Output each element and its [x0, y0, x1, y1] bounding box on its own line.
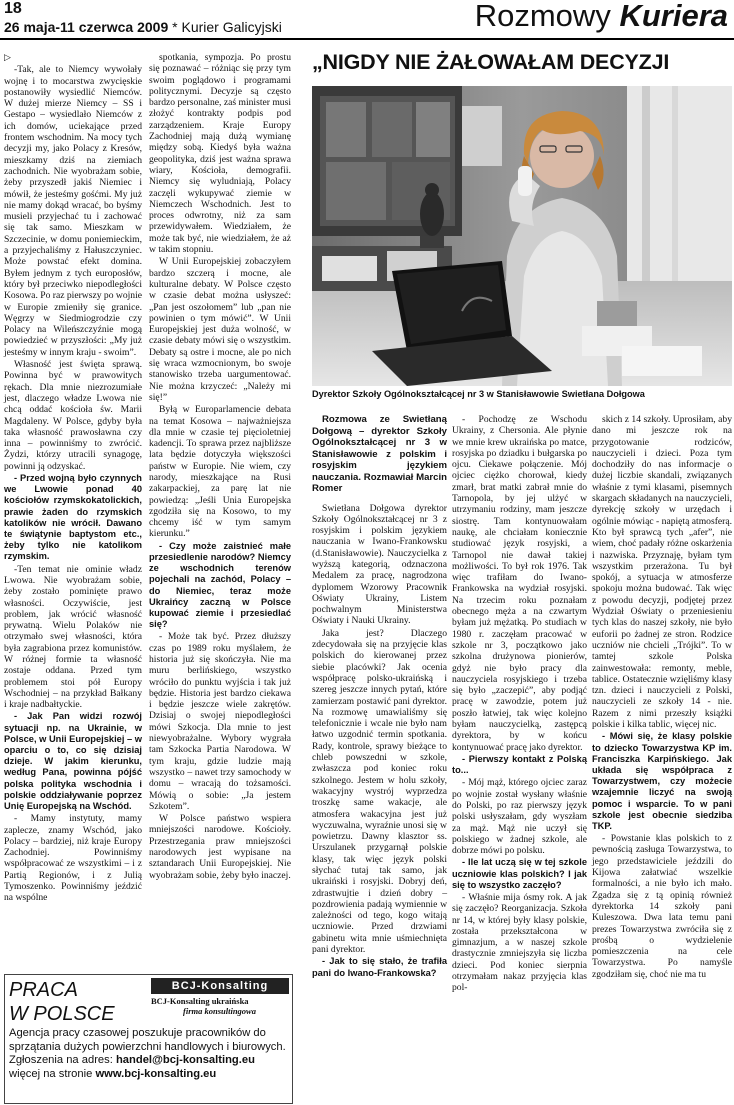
- publication-name: Kurier Galicyjski: [181, 19, 282, 35]
- issue-date: 26 maja-11 czerwca 2009: [4, 19, 169, 35]
- interview-question: - Mówi się, że klasy polskie to dziecko Towarzystwa KP im. Franciszka Karpińskiego. Jak układa się współpraca z Towarzystwem, czy możecie wzajemnie liczyć na swoją pomoc i wsparcie. To w pani szkole jest obecnie siedziba TKP.: [592, 731, 732, 831]
- article-column-4: [452, 414, 587, 1104]
- interview-question: - Przed wojną było czynnych we Lwowie ponad 40 kościołów rzymskokatolickich, prawie żaden do rzymskich katolików nie wrócił. Dawano te świątynie baptystom etc., żeby tylko nie katolikom rzymskim.: [4, 472, 142, 562]
- ad-body: [9, 1027, 289, 1081]
- article-paragraph: - Mój mąż, którego ojciec zaraz po wojnie został wysłany właśnie do Polski, po raz pierwszy język polski usłyszałam, gdy wyszłam za mąż. Mąż nie uczył się polskiego w żadnej szkole, ale dobrze mówi po polsku.: [452, 777, 587, 857]
- article-column-1: [4, 52, 142, 1092]
- article-paragraph: - Pochodzę ze Wschodu Ukrainy, z Chersonia. Ale płynie we mnie krew ukraińska po matce, rosyjska po dziadku i bułgarska po ojcu. Ciekawe połączenie. Mój ojciec ciężko chorował, kiedy zmarł, brat matki zabrał mnie do Tarnopola, by jej ulżyć w utrzymaniu rodziny, mam jeszcze siostrę. Tam kontynuowałam naukę, ale chciałam koniecznie studiować język rosyjski, a Tarnopol nie dawał takiej możliwości. To był rok 1976. Tak więc trafiłam do Iwano-Frankowska na wydział rosyjski. Na trzecim roku poznałam obecnego męża a na czwartym byłam już mężatką. Po studiach w 1980 r. zaczęłam pracować w szkole nr 3, początkowo jako szkolna drużynowa pionierów, gdyż nie było pracy dla nauczyciela rosyjskiego i trzeba się było „zaczepić”, aby podjąć pracę w zawodzie, potem już poszło łatwiej, tak więc kolejno byłam nauczycielką, zastępcą dyrektora, by w końcu kontynuować pracę jako dyrektor.: [452, 414, 587, 753]
- ad-web-label: więcej na stronie: [9, 1067, 93, 1080]
- ad-contact-label: Zgłoszenia na adres:: [9, 1054, 113, 1066]
- col4-content: [452, 414, 587, 994]
- issue-separator: *: [172, 19, 178, 35]
- ad-title: [9, 978, 115, 1026]
- ad-company-logo: BCJ-Konsalting: [151, 978, 289, 994]
- article-paragraph: Byłą w Europarlamencie debata na temat Kosowa – najważniejsza dla mnie w czasie tej pięcioletniej kadencji. To sprawa przez najbliższe lata będzie dotyczyła większości państw w Europie. Nie wiem, czy narody, mieszkające na Rusi zakarpackiej, za parę lat nie powiedzą: „Jeśli Unia Europejska zgodziła się na Kosowo, to my chcemy iść w tym samym kierunku.”: [149, 404, 291, 540]
- job-advertisement: [4, 974, 293, 1104]
- col5-content: [592, 414, 732, 980]
- ad-title-line-1: PRACA: [9, 979, 78, 1001]
- article-paragraph: W Polsce państwo wspiera mniejszości narodowe. Kościoły. Przestrzegania praw mniejszości narodowych jest wypisane na sztandarach Unii Europejskiej. Nie wyobrażam sobie, żeby było inaczej.: [149, 813, 291, 881]
- article-paragraph: - Właśnie mija ósmy rok. A jak się zaczęło? Reorganizacja. Szkoła nr 14, w której były klasy polskie, została przekształcona w gimnazjum, a w naszej szkole drastycznie zmniejszyła się liczba dzieci. Pod koniec sierpnia otrzymałam nakaz przyjęcia klas pol-: [452, 892, 587, 994]
- page-header: [4, 0, 732, 36]
- photo-caption: Dyrektor Szkoły Ogólnokształcącej nr 3 w Stanisławowie Swietłana Dołgowa: [312, 389, 645, 399]
- article-paragraph: - Może tak być. Przez dłuższy czas po 1989 roku myślałem, że historia już się skończyła. Nie ma muru berlińskiego, wszystko wróciło do punktu wyjścia i tak już będzie. Historia jest bardzo ciekawa i będzie jeszcze wiele zakrętów. Dzisiaj o swojej niepodległości mówi Szkocja. Dla mnie to jest niewyobrażalne. Wybory wygrała tam Szkocka Partia Narodowa. W tym kraju, gdzie ludzie mają wszystko – nawet trzy samochody w domu – wracają do tożsamości. Mówią o sobie: „Ja jestem Szkotem”.: [149, 631, 291, 812]
- ad-web-line: [9, 1068, 289, 1082]
- article-paragraph: -Ten temat nie ominie władz Lwowa. Nie wyobrażam sobie, żeby zostało pominięte prawo własności. Oczywiście, jest problem, jak wrócić własność prywatną. Wielu Polaków nie otrzymało swej własności, która była zagrabiona przez komunistów. W różnej formie ta własność zostaje oddana. Przed tym problemem stoi pół Europy Wschodniej – na przykład Bałkany i kraje nadbałtyckie.: [4, 563, 142, 711]
- ad-contact-line: [9, 1054, 289, 1068]
- article-paragraph: Własność jest święta sprawą. Powinna być w prawowitych rękach. Dla mnie niezrozumiałe jest, dlaczego władze Lwowa nie chcą oddać kościoła św. Marii Magdaleny. W Polsce, gdyby była taka własność prawosławna czy inna – powinniśmy to zwrócić. Żydzi, którzy utracili synagogę, powinni ją odzyskać.: [4, 359, 142, 472]
- continuation-marker-icon: ▷: [4, 53, 11, 63]
- ad-description: Agencja pracy czasowej poszukuje pracowników do sprzątania dużych powierzchni handlowych i biurowych.: [9, 1027, 286, 1053]
- col2-content: [149, 52, 291, 881]
- interview-question: - Pierwszy kontakt z Polską to...: [452, 753, 587, 776]
- article-paragraph: skich z 14 szkoły. Uprosiłam, aby dano mi jeszcze rok na przygotowanie rodziców, nauczycieli i dzieci. Poza tym dochodziły do nas informacje o dużej liczbie skandali, związanych właśnie z tymi klasami, pisemnych skargach składanych na nauczycieli, dyrekcję szkoły w urzędach i ogólnie mówiąc - napiętą atmosferą. Kto był sprawcą tych „afer”, nie wiem, choć padały różne oskarżenia i nazwiska. Przyznaję, byłam tym wszystkim przerażona. Tu był spokój, a sytuacja w atmosferze spokoju można budować. Tak więc z powodu decyzji, podjętej przez Wydział Oświaty o przeniesieniu tych klas do naszej szkoły, nie było euforii po żadnej ze stron. Rodzice uczniów nie chcieli „Trójki”. To w tamtej szkole Polska zainwestowała: remonty, meble, tablice. Ostatecznie wzięliśmy klasy tzn. dzieci i nauczycieli z Polski, nauczycieli ze szkoły 14 - nie. Razem z nimi przeszły książki polskie i kilka tablic, więcej nic.: [592, 414, 732, 731]
- ad-website-link[interactable]: www.bcj-konsalting.eu: [95, 1067, 217, 1080]
- page-number: 18: [4, 0, 22, 17]
- interview-headline: „NIGDY NIE ŻAŁOWAŁAM DECYZJI: [312, 50, 670, 74]
- interview-question: - Jak Pan widzi rozwój sytuacji np. na Ukrainie, w Polsce, w Unii Europejskiej – w oparciu o to, co się dzisiaj dzieje. W jakim kierunku, według Pana, powinna pójść polska polityka wschodnia i polskie oddziaływanie poprzez Unię Europejską na Wschód.: [4, 711, 142, 812]
- article-paragraph: - Powstanie klas polskich to z pewnością zasługa Towarzystwa, to jego przedstawiciele jeździli do Kijowa załatwiać wszelkie formalności, a nie było ich mało. Zgadza się z tą opinią również dyrektorka 14 szkoły pani Kuleszowa. Dwa lata temu pani prezes Towarzystwa zwróciła się z prośbą o wydzielenie pomieszczenia na cele Towarzystwa. Po namyśle zgodziłam się, choć nie ma tu: [592, 833, 732, 980]
- article-column-2: [149, 52, 291, 881]
- ad-title-line-2: W POLSCE: [9, 1003, 115, 1025]
- article-column-3: [312, 414, 447, 1104]
- article-column-5: [592, 414, 732, 1104]
- header-left: [4, 0, 282, 36]
- issue-line: [4, 18, 282, 36]
- interview-photo: [312, 86, 732, 386]
- interview-question: - Czy może zaistnieć małe przesiedlenie narodów? Niemcy ze wschodnich terenów pojechali na zachód, Polacy – do Niemiec, teraz może Ukraińcy zaczną w Polsce kupować ziemie i przesiedlać się?: [149, 540, 291, 630]
- interview-lead: Rozmowa ze Swietłaną Dołgową – dyrektor Szkoły Ogólnokształcącej nr 3 w Stanisławowie z polskim i rosyjskim językiem nauczania. Rozmawiał Marcin Romer: [312, 414, 447, 494]
- section-title-plain: Rozmowy: [474, 0, 611, 33]
- ad-email-link[interactable]: handel@bcj-konsalting.eu: [115, 1054, 255, 1066]
- section-title: [475, 0, 728, 32]
- interview-question: - Jak to się stało, że trafiła pani do Iwano-Frankowska?: [312, 956, 447, 978]
- article-paragraph: W Unii Europejskiej zobaczyłem bardzo szczerą i mocne, ale kulturalne debaty. W Polsce często w czasie debat można usłyszeć: „Pan jest oszołomem” lub „pan nie powinien o tym mówić”. W Unii Europejskiej jest duża wolność, w czasie debaty mówi się o wszystkim. Debaty są ostre i mocne, ale po nich się wraca wzmocnionym, bo swoje stanowisko trzeba uargumentować. Nie można krzyczeć: „Należy mi się!”: [149, 256, 291, 403]
- header-rule: [0, 38, 734, 40]
- ad-company-subtitle-2: firma konsultingowa: [183, 1006, 256, 1016]
- section-title-italic: Kuriera: [619, 0, 728, 33]
- article-paragraph: Swietłana Dołgowa dyrektor Szkoły Ogólnokształcącej nr 3 z rosyjskim i polskim językiem nauczania w Iwano-Frankowsku (d.Stanisławowie). Nauczycielka z wyższą kategorią, odznaczona Medalem za pracę, nagrodzona dyplomem Wzorowy Pracownik Oświaty Ukrainy, Listem pochwalnym Ministerstwa Oświaty i Nauki Ukrainy.: [312, 502, 447, 627]
- col3-content: [312, 414, 447, 979]
- col1-content: [4, 64, 142, 903]
- ad-company-subtitle-1: BCJ-Konsalting ukraińska: [151, 996, 249, 1006]
- article-paragraph: -Tak, ale to Niemcy wywołały wojnę i to mocarstwa zwycięskie postanowiły wysiedlić Niemców. W dużej mierze Niemcy – SS i Gestapo – wysiedlało Niemców z ich domów, uciekające przed frontem wschodnim. Na mocy tych decyzji my, jako Polacy z Kresów, mieszkamy dziś na ziemiach zachodnich. Nie wyobrażam sobie, żeby przyszedł jakiś Niemiec i mówił, że jesteśmy gośćmi. My już nie mamy dokąd wracać, bo byśmy musieli przyjechać tu i zachować się tak samo. Mieszkam w Szczecinie, w domu poniemieckim, a przyjechaliśmy z Hałuszczyniec. Może powstać efekt domina. Byłem jednym z tych europosłów, który był przeciwko niepodległości Kosowa. Po raz pierwszy po wojnie w Europie zmieniły się granice. Węgrzy w Siedmiogrodzie czy Polacy na Wileńszczyźnie mogą powiedzieć w przyszłości: „My już jesteśmy w innym kraju - swoim”.: [4, 64, 143, 358]
- article-paragraph: spotkania, sympozja. Po prostu się poznawać – różniąc się przy tym swoim poglądowo i programami politycznymi. Decyzje są często bardzo personalne, zaś minister musi złożyć kontrakty podpis pod zarządzeniem. Kraje Europy Zachodniej mają dużą wymianę między sobą. Kiedyś była ważna geopolityka, dziś jest ważna sprawa wiary, Kościoła, demografii. Niemcy się wyludniają, Polacy zaczęli wykupywać ziemie w Niemczech Wschodnich. Jest to proces odwrotny, niż za sam przewidywałem. Wiedziałem, że może tak być, nie wiedziałem, że aż w takim stopniu.: [149, 52, 291, 256]
- article-paragraph: Jaka jest? Dlaczego zdecydowała się na przyjęcie klas polskich do kierowanej przez siebie placówki? Jak ocenia współpracę polsko-ukraińską i szereg jeszcze innych pytań, które zamierzam postawić pani dyrektor. Na rozmowę umawialiśmy się telefonicznie i wcale nie było nam łatwo uzgodnić termin spotkania. Rady, kontrole, sprawy bieżące to chleb powszedni w szkole, zwłaszcza pod koniec roku szkolnego. Jestem w holu szkoły, wakacyjny wystrój wyprzedza troszkę same wakacje, ale atmosfera wakacyjna jest już wyczuwalna, wyraźnie unosi się w powietrzu. Dawny klasztor ss. Urszulanek przygarnął polskie klasy, tak więc język polski słychać tutaj tak samo, jak ukraiński i rosyjski. Dobryj deń, zdrastwujtie i dzień dobry – pozdrowienia padają wymiennie w zależności od tego, kogo witają uczniowie. Przed drzwiami gabinetu wita mnie uśmiechnięta pani dyrektor.: [312, 627, 447, 956]
- photo-illustration: [312, 86, 732, 386]
- interview-question: - Ile lat uczą się w tej szkole uczniowie klas polskich? I jak się to wszystko zaczęło?: [452, 857, 587, 890]
- article-paragraph: - Mamy instytuty, mamy zaplecze, znamy Wschód, jako Polacy – bardziej, niż kraje Europy Zachodniej. Powinniśmy współpracować ze wszystkimi – i z Partią Regionów, i z Julią Tymoszenko. Powinniśmy jeździć na wspólne: [4, 813, 142, 904]
